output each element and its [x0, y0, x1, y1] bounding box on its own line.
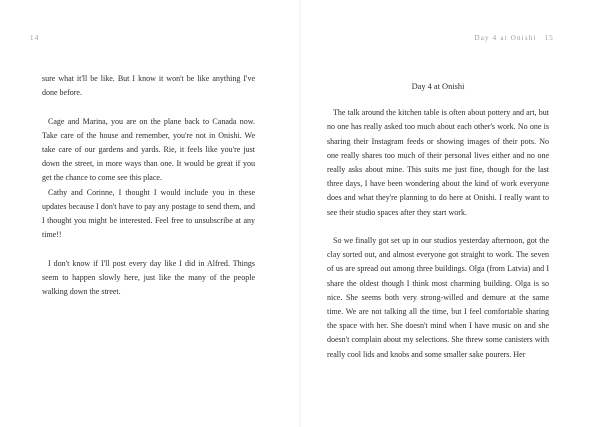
running-head-title: Day 4 at Onishi [474, 34, 537, 42]
paragraph: Cathy and Corinne, I thought I would include you in these updates because I don't have to pay any postage to send them, and I thought you might be interested. Feel free to unsubscribe at any time!! [42, 187, 255, 240]
running-head [474, 34, 554, 42]
section-title: Day 4 at Onishi [411, 82, 465, 91]
paragraph: I don't know if I'll post every day like I did in Alfred. Things seem to happen slowly here, just like the many of the people walking down the street. [42, 258, 255, 297]
left-page-number: 14 [30, 34, 40, 42]
paragraph: The talk around the kitchen table is often about pottery and art, but no one has really asked too much about each other's work. No one is sharing their Instagram feeds or showing images of their pots. No one really shares too much of their personal lives either and no one really asks about mine. This suits me just fine, though for the last three days, I have been wondering about the kind of work everyone does and what they're planning to do here at Onishi. I really want to see their studio spaces after they start work. [327, 108, 549, 217]
left-page-body [42, 72, 255, 299]
right-page-number: 15 [544, 34, 554, 42]
paragraph: Cage and Marina, you are on the plane back to Canada now. Take care of the house and remember, you're not in Onishi. We take care of our gardens and yards. Rie, it feels like you're just down the street, in more ways than one. It would be great if you get the chance to come see this place. [42, 116, 255, 183]
paragraph: sure what it'll be like. But I know it won't be like anything I've done before. [42, 74, 255, 98]
right-page-body [327, 72, 549, 362]
paragraph: So we finally got set up in our studios yesterday afternoon, got the clay sorted out, and almost everyone got straight to work. The seven of us are spread out among three buildings. Olga (from Latvia) and I share the oldest though I think most charming building. Olga is so nice. She seems both very strong-willed and demure at the same time. We are not talking all the time, but I feel comfortable sharing the space with her. She doesn't mind when I have music on and she doesn't complain about my selections. She threw some canisters with really cool lids and knobs and some smaller sake pourers. Her [327, 236, 549, 359]
right-page [300, 0, 600, 427]
